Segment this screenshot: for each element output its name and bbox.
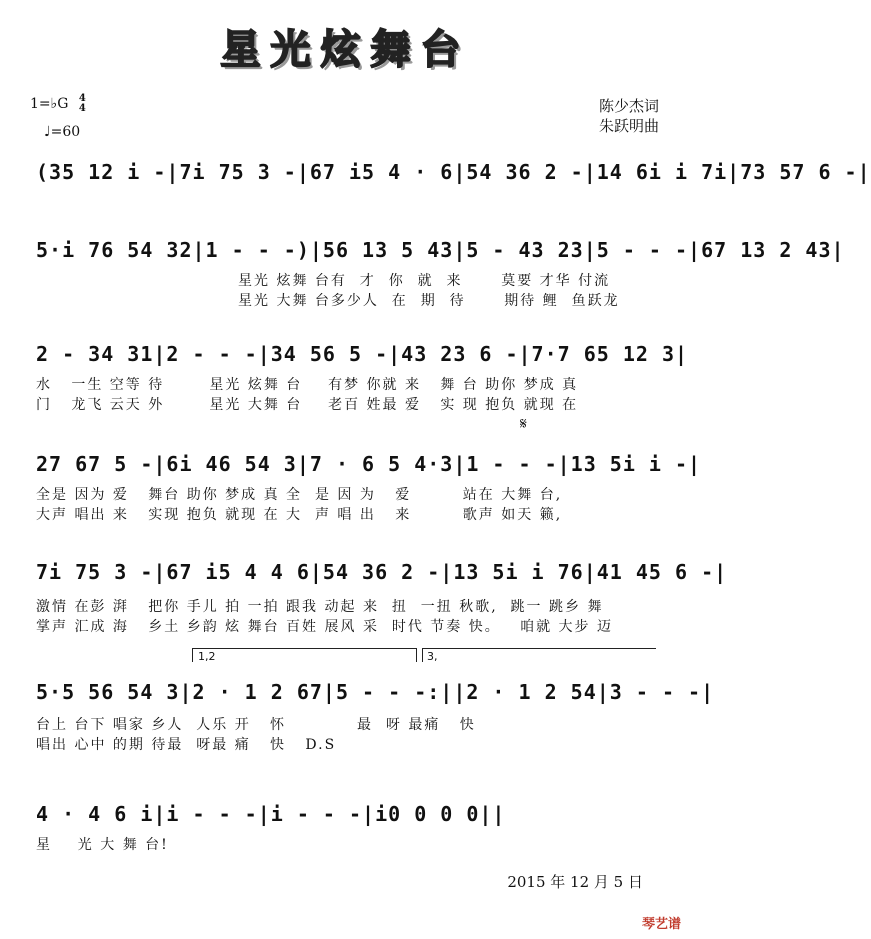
- credits: [599, 96, 659, 136]
- notation-line: 2 - 34 31|2 - - -|34 56 5 -|43 23 6 -|7·7 65 12 3|: [36, 342, 689, 366]
- notation-line: 4 · 4 6 i|i - - -|i - - -|i0 0 0 0||: [36, 802, 506, 826]
- lyric-verse-2: 门 龙飞 云天 外 星光 大舞 台 老百 姓最 爱 实 现 抱负 就现 在: [36, 397, 579, 413]
- time-top: 4: [78, 93, 86, 104]
- composer: 朱跃明曲: [598, 117, 659, 135]
- key-text: 1=♭G: [30, 96, 69, 112]
- ending-label-1: 1,2: [198, 650, 216, 663]
- segno-sign: 𝄋: [520, 414, 527, 433]
- ending-bracket-1-right: [416, 648, 417, 662]
- date-stamp: 2015 年 12 月 5 日: [507, 873, 643, 891]
- time-bottom: 4: [78, 103, 86, 114]
- time-signature: [79, 94, 86, 114]
- song-title: 星光炫舞台: [220, 27, 471, 73]
- ending-bracket-1-left: [192, 648, 193, 662]
- ending-bracket-1: [192, 648, 416, 649]
- lyric-verse-1: 激情 在彭 湃 把你 手儿 拍 一拍 跟我 动起 来 扭 一扭 秋歌, 跳一 跳乡 舞: [36, 599, 604, 615]
- tempo-marking: ♩=60: [44, 124, 81, 140]
- lyric-verse-2: 大声 唱出 来 实现 抱负 就现 在 大 声 唱 出 来 歌声 如天 籁,: [36, 507, 563, 523]
- notation-line: (35 12 i -|7i 75 3 -|67 i5 4 · 6|54 36 2 -|14 6i i 7i|73 57 6 -|: [36, 160, 871, 184]
- ending-bracket-3: [422, 648, 656, 649]
- lyric-verse-2: 掌声 汇成 海 乡土 乡韵 炫 舞台 百姓 展风 采 时代 节奏 快。 咱就 大步 迈: [36, 619, 614, 635]
- lyric-verse-1: 星光 炫舞 台有 才 你 就 来 莫要 才华 付流: [238, 273, 611, 289]
- lyric-verse-1: 台上 台下 唱家 乡人 人乐 开 怀 最 呀 最痛 快: [36, 717, 476, 733]
- ending-bracket-3-left: [422, 648, 423, 662]
- lyric-verse-1: 星 光 大 舞 台!: [36, 837, 169, 853]
- notation-line: 27 67 5 -|6i 46 54 3|7 · 6 5 4·3|1 - - -|13 5i i -|: [36, 452, 702, 476]
- lyric-verse-2: 唱出 心中 的期 待最 呀最 痛 快 D.S: [36, 737, 337, 753]
- notation-line: 5·i 76 54 32|1 - - -)|56 13 5 43|5 - 43 23|5 - - -|67 13 2 43|: [36, 238, 845, 262]
- notation-line: 5·5 56 54 3|2 · 1 2 67|5 - - -:||2 · 1 2 54|3 - - -|: [36, 680, 715, 704]
- key-signature: [30, 94, 86, 114]
- lyric-verse-1: 水 一生 空等 待 星光 炫舞 台 有梦 你就 来 舞 台 助你 梦成 真: [36, 377, 579, 393]
- ending-label-3: 3,: [427, 650, 438, 663]
- lyric-verse-2: 星光 大舞 台多少人 在 期 待 期待 鲤 鱼跃龙: [238, 293, 620, 309]
- notation-line: 7i 75 3 -|67 i5 4 4 6|54 36 2 -|13 5i i 76|41 45 6 -|: [36, 560, 728, 584]
- lyricist: 陈少杰词: [598, 97, 659, 115]
- site-logo: 琴艺谱: [641, 917, 681, 932]
- lyric-verse-1: 全是 因为 爱 舞台 助你 梦成 真 全 是 因 为 爱 站在 大舞 台,: [36, 487, 563, 503]
